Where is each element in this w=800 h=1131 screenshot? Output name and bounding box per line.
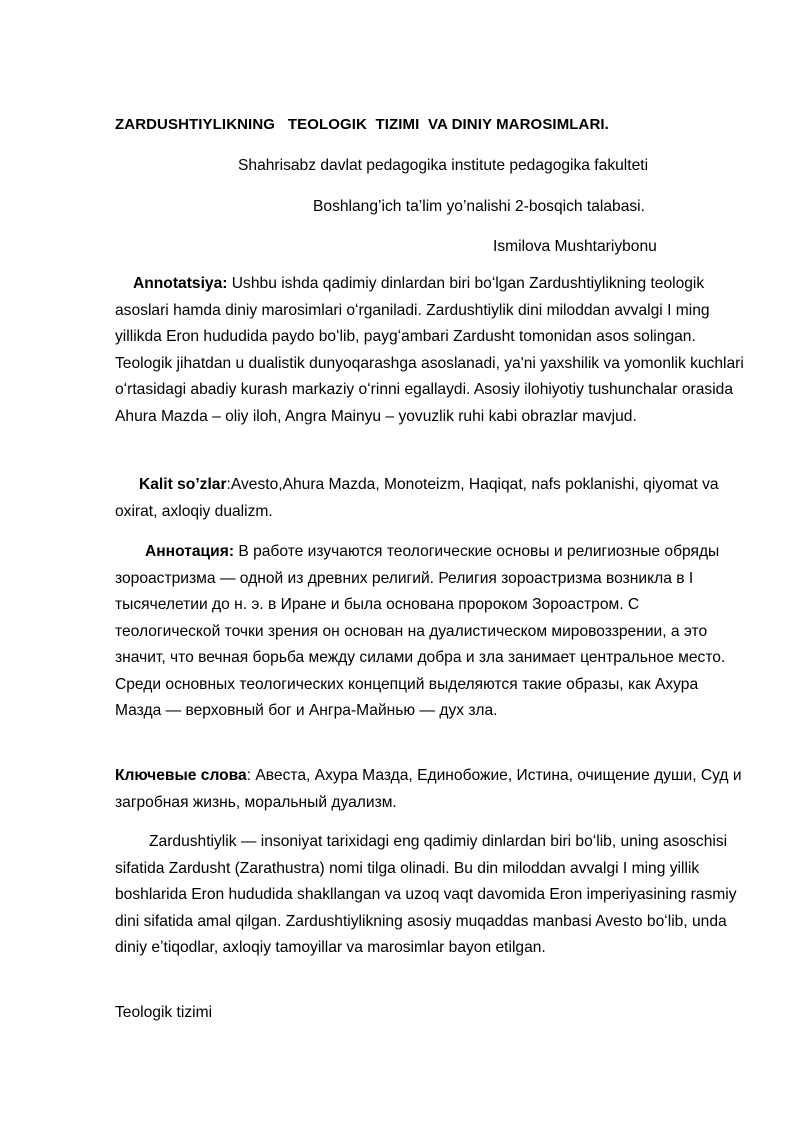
annotation-uz-label: Annotatsiya: xyxy=(133,275,228,292)
annotation-uz-text: Ushbu ishda qadimiy dinlardan biri boʻlgan Zardushtiylikning teologik asoslari hamda diniy marosimlari oʻrganiladi. Zardushtiylik dini miloddan avvalgi I ming yillikda Eron hududida paydo boʻlib, paygʻambari Zardusht tomonidan asos solingan. Teologik jihatdan u dualistik dunyoqarashga asoslanadi, ya'ni yaxshilik va yomonlik kuchlari oʻrtasidagi abadiy kurash markaziy oʻrinni egallaydi. Asosiy ilohiyotiy tushunchalar orasida Ahura Mazda – oliy iloh, Angra Mainyu – yovuzlik ruhi kabi obrazlar mavjud. xyxy=(115,275,744,425)
institute-line: Shahrisabz davlat pedagogika institute pedagogika fakulteti xyxy=(238,157,649,174)
author-name: Ismilova Mushtariybonu xyxy=(493,238,657,255)
keywords-ru-text: : Авеста, Ахура Мазда, Единобожие, Истина, очищение души, Суд и загробная жизнь, моральный дуализм. xyxy=(115,767,742,811)
document-title: ZARDUSHTIYLIKNING TEOLOGIK TIZIMI VA DINIY MAROSIMLARI. xyxy=(115,116,609,133)
annotation-ru-text: В работе изучаются теологические основы и религиозные обряды зороастризма — одной из древних религий. Религия зороастризма возникла в I тысячелетии до н. э. в Иране и была основана пророком Зороастром. С теологической точки зрения он основан на дуалистическом мировоззрении, а это значит, что вечная борьба между силами добра и зла занимает центральное место. Среди основных теологических концепций выделяются такие образы, как Ахура Мазда — верховный бог и Ангра-Майнью — дух зла. xyxy=(115,543,726,719)
keywords-uz-label: Kalit so’zlar xyxy=(139,476,227,493)
section-heading: Teologik tizimi xyxy=(115,1004,213,1021)
keywords-uz-paragraph xyxy=(115,472,745,525)
keywords-uz-text: :Avesto,Ahura Mazda, Monoteizm, Haqiqat, nafs poklanishi, qiyomat va oxirat, axloqiy dualizm. xyxy=(115,476,719,520)
annotation-ru xyxy=(115,539,745,725)
annotation-ru-label: Аннотация: xyxy=(145,543,235,560)
keywords-uz xyxy=(115,472,745,525)
annotation-ru-paragraph xyxy=(115,539,745,725)
annotation-uz xyxy=(115,271,745,430)
keywords-ru-label: Ключевые слова xyxy=(115,767,247,784)
body-paragraph: Zardushtiylik — insoniyat tarixidagi eng qadimiy dinlardan biri boʻlib, uning asoschisi sifatida Zardusht (Zarathustra) nomi tilga olinadi. Bu din miloddan avvalgi I ming yillik boshlarida Eron hududida shakllangan va uzoq vaqt davomida Eron imperiyasining rasmiy dini sifatida amal qilgan. Zardushtiylikning asosiy muqaddas manbasi Avesto boʻlib, unda diniy eʼtiqodlar, axloqiy tamoyillar va marosimlar bayon etilgan. xyxy=(115,833,737,956)
keywords-ru-paragraph xyxy=(115,763,745,816)
course-line: Boshlang’ich ta’lim yo’nalishi 2-bosqich talabasi. xyxy=(313,198,645,215)
section-heading-block xyxy=(115,1000,745,1027)
body-section xyxy=(115,829,745,962)
annotation-uz-paragraph xyxy=(115,271,745,430)
keywords-ru xyxy=(115,763,745,816)
